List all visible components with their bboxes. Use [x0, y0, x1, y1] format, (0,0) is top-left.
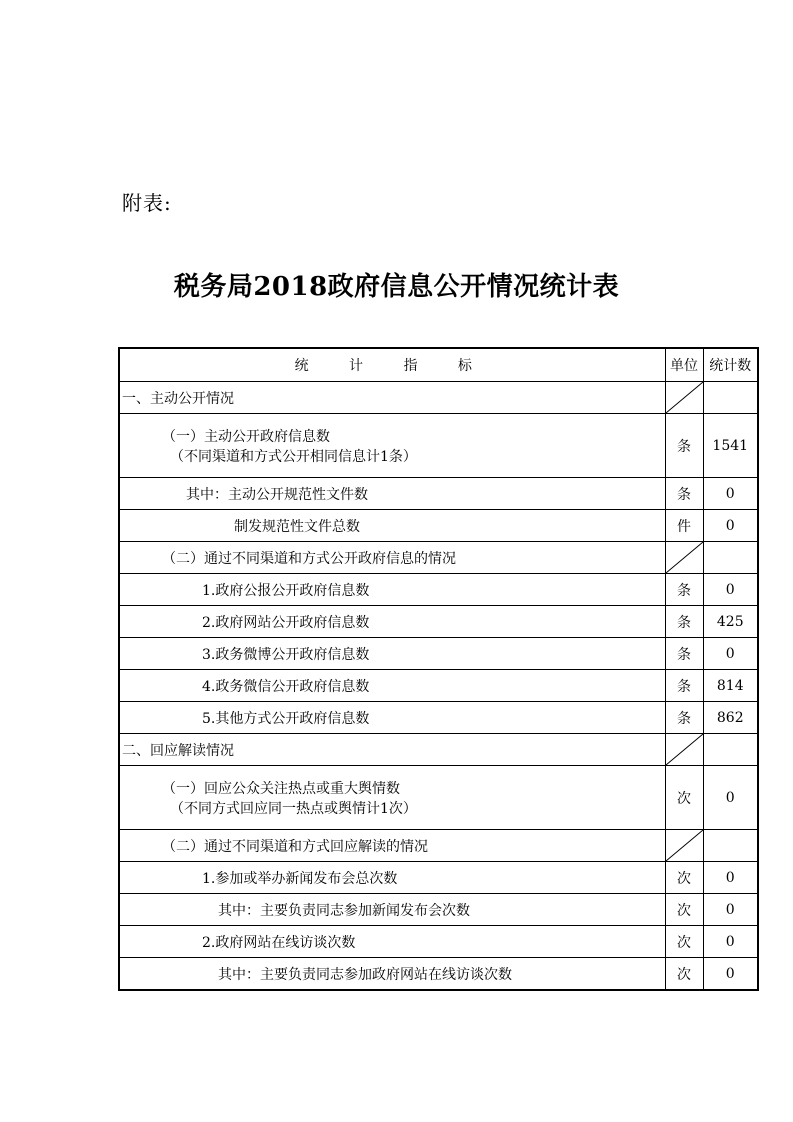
row-indicator: 4.政务微信公开政府信息数 [119, 670, 665, 702]
row-value [703, 542, 758, 574]
header-indicator: 统 计 指 标 [119, 348, 665, 382]
row-unit: 条 [665, 670, 703, 702]
table-row [119, 830, 758, 862]
table-header-row [119, 348, 758, 382]
row-indicator: 1.政府公报公开政府信息数 [119, 574, 665, 606]
row-unit: 件 [665, 510, 703, 542]
row-value: 814 [703, 670, 758, 702]
row-indicator [119, 414, 665, 478]
slash-cell [665, 830, 703, 862]
header-unit: 单位 [665, 348, 703, 382]
table-row [119, 510, 758, 542]
row-value: 0 [703, 766, 758, 830]
row-indicator-main: （一）主动公开政府信息数 [162, 428, 330, 445]
row-indicator: 二、回应解读情况 [119, 734, 665, 766]
row-unit: 次 [665, 926, 703, 958]
row-unit: 条 [665, 702, 703, 734]
row-indicator: 3.政务微博公开政府信息数 [119, 638, 665, 670]
row-indicator-note: （不同渠道和方式公开相同信息计1条） [170, 448, 417, 465]
row-unit: 次 [665, 862, 703, 894]
row-value: 862 [703, 702, 758, 734]
row-indicator: 2.政府网站在线访谈次数 [119, 926, 665, 958]
row-indicator [119, 766, 665, 830]
table-row [119, 862, 758, 894]
table-row [119, 542, 758, 574]
row-value: 0 [703, 478, 758, 510]
row-indicator: 其中：主要负责同志参加政府网站在线访谈次数 [119, 958, 665, 991]
statistics-table [118, 347, 759, 991]
table-row [119, 734, 758, 766]
row-value: 0 [703, 926, 758, 958]
row-unit: 次 [665, 766, 703, 830]
row-indicator: 其中：主要负责同志参加新闻发布会次数 [119, 894, 665, 926]
row-value: 1541 [703, 414, 758, 478]
slash-cell [665, 542, 703, 574]
table-row [119, 414, 758, 478]
table-row [119, 638, 758, 670]
table-row [119, 670, 758, 702]
row-unit: 条 [665, 414, 703, 478]
row-unit: 次 [665, 958, 703, 991]
row-value: 0 [703, 958, 758, 991]
row-value: 0 [703, 638, 758, 670]
row-unit: 次 [665, 894, 703, 926]
table-row [119, 606, 758, 638]
row-unit: 条 [665, 478, 703, 510]
row-indicator: 1.参加或举办新闻发布会总次数 [119, 862, 665, 894]
table-row [119, 478, 758, 510]
row-indicator: 制发规范性文件总数 [119, 510, 665, 542]
row-value: 0 [703, 862, 758, 894]
row-indicator: 其中：主动公开规范性文件数 [119, 478, 665, 510]
row-indicator-main: （一）回应公众关注热点或重大舆情数 [162, 780, 400, 797]
row-indicator: 一、主动公开情况 [119, 382, 665, 414]
row-value: 425 [703, 606, 758, 638]
table-row [119, 958, 758, 991]
row-value: 0 [703, 894, 758, 926]
attachment-label: 附表: [122, 191, 172, 215]
row-indicator: （二）通过不同渠道和方式公开政府信息的情况 [119, 542, 665, 574]
header-value: 统计数 [703, 348, 758, 382]
slash-cell [665, 382, 703, 414]
row-value: 0 [703, 510, 758, 542]
row-indicator: （二）通过不同渠道和方式回应解读的情况 [119, 830, 665, 862]
table-row [119, 894, 758, 926]
row-value [703, 734, 758, 766]
row-value: 0 [703, 574, 758, 606]
row-unit: 条 [665, 606, 703, 638]
page-title: 税务局2018政府信息公开情况统计表 [173, 272, 620, 302]
row-unit: 条 [665, 638, 703, 670]
row-indicator: 5.其他方式公开政府信息数 [119, 702, 665, 734]
row-indicator: 2.政府网站公开政府信息数 [119, 606, 665, 638]
row-indicator-note: （不同方式回应同一热点或舆情计1次） [170, 800, 417, 817]
slash-cell [665, 734, 703, 766]
row-value [703, 830, 758, 862]
table-row [119, 702, 758, 734]
table-row [119, 926, 758, 958]
row-value [703, 382, 758, 414]
table-row [119, 766, 758, 830]
row-unit: 条 [665, 574, 703, 606]
table-row [119, 574, 758, 606]
table-row [119, 382, 758, 414]
